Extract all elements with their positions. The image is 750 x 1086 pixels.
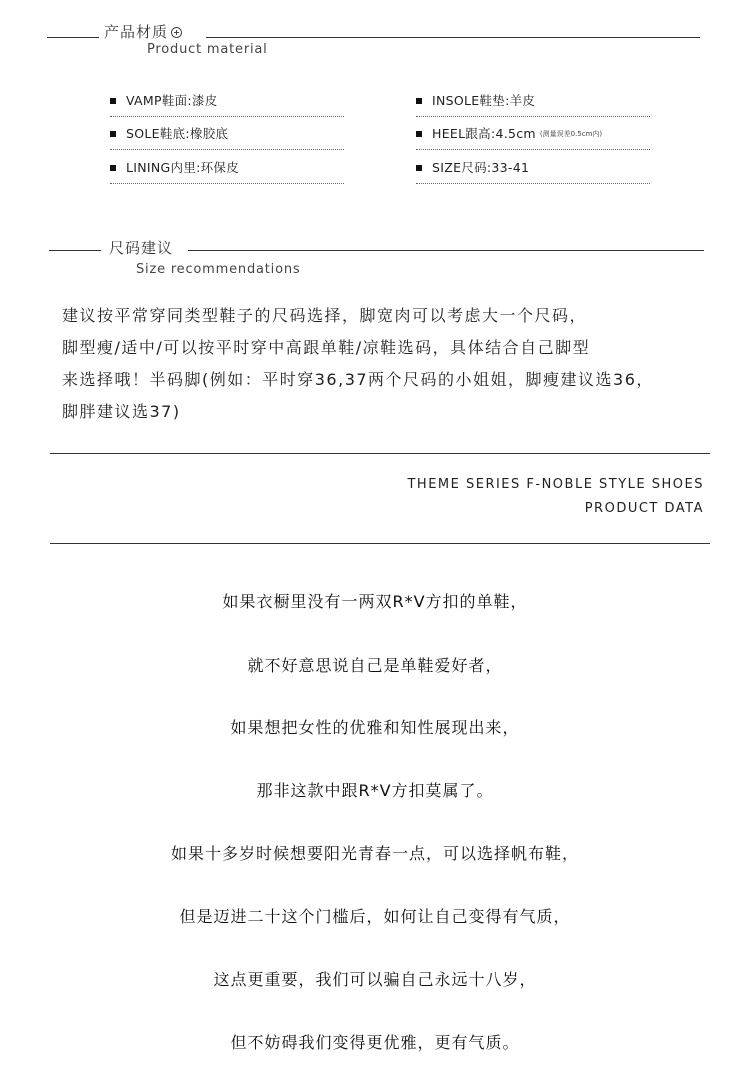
spec-note: (测量误差0.5cm内) [539,130,603,138]
size-advice-text [62,300,742,428]
spec-item-vamp [110,93,344,117]
size-title-en: Size recommendations [136,262,301,277]
spec-label: SIZE尺码:33-41 [432,160,530,175]
spec-label: VAMP鞋面:漆皮 [126,93,218,108]
size-rule-left [49,250,101,251]
poem-line: 如果十多岁时候想要阳光青春一点，可以选择帆布鞋， [170,844,579,863]
material-rule-left [47,37,99,38]
advice-line: 来选择哦！半码脚(例如：平时穿36,37两个尺码的小姐姐，脚瘦建议选36， [62,370,654,389]
poem-line: 如果想把女性的优雅和知性展现出来， [230,718,520,737]
spec-item-heel [416,126,650,150]
poem-line: 如果衣橱里没有一两双R*V方扣的单鞋， [222,592,528,611]
size-rule-right [188,250,704,251]
spec-label: HEEL跟高:4.5cm [432,126,536,141]
spec-label: SOLE鞋底:橡胶底 [126,126,229,141]
material-rule-right [206,37,700,38]
bullet-icon [110,165,116,171]
poem-line: 那非这款中跟R*V方扣莫属了。 [256,781,494,800]
bullet-icon [110,131,116,137]
material-heading [104,21,182,42]
poem-line: 就不好意思说自己是单鞋爱好者， [247,656,503,675]
theme-series-label: THEME SERIES F-NOBLE STYLE SHOES [407,477,704,492]
advice-line: 脚型瘦/适中/可以按平时穿中高跟单鞋/凉鞋选码，具体结合自己脚型 [62,338,591,357]
material-title-en: Product material [147,42,268,57]
spec-item-lining [110,160,344,184]
bullet-icon [110,98,116,104]
theme-rule-bottom [50,543,710,544]
advice-line: 建议按平常穿同类型鞋子的尺码选择，脚宽肉可以考虑大一个尺码， [62,306,588,325]
theme-rule-top [50,453,710,454]
poem-line: 但不妨碍我们变得更优雅，更有气质。 [230,1033,520,1052]
size-title-cn: 尺码建议 [109,239,174,257]
bullet-icon [416,98,422,104]
material-title-cn: 产品材质 [104,23,169,41]
spec-item-insole [416,93,650,117]
circle-plus-icon [171,27,182,38]
poem-line: 这点更重要，我们可以骗自己永远十八岁， [213,970,537,989]
bullet-icon [416,165,422,171]
spec-item-size [416,160,650,184]
bullet-icon [416,131,422,137]
poem-line: 但是迈进二十这个门槛后，如何让自己变得有气质， [179,907,571,926]
advice-line: 脚胖建议选37) [62,402,181,421]
theme-product-data-label: PRODUCT DATA [584,501,704,516]
spec-item-sole [110,126,344,150]
spec-label: LINING内里:环保皮 [126,160,240,175]
spec-label: INSOLE鞋垫:羊皮 [432,93,536,108]
